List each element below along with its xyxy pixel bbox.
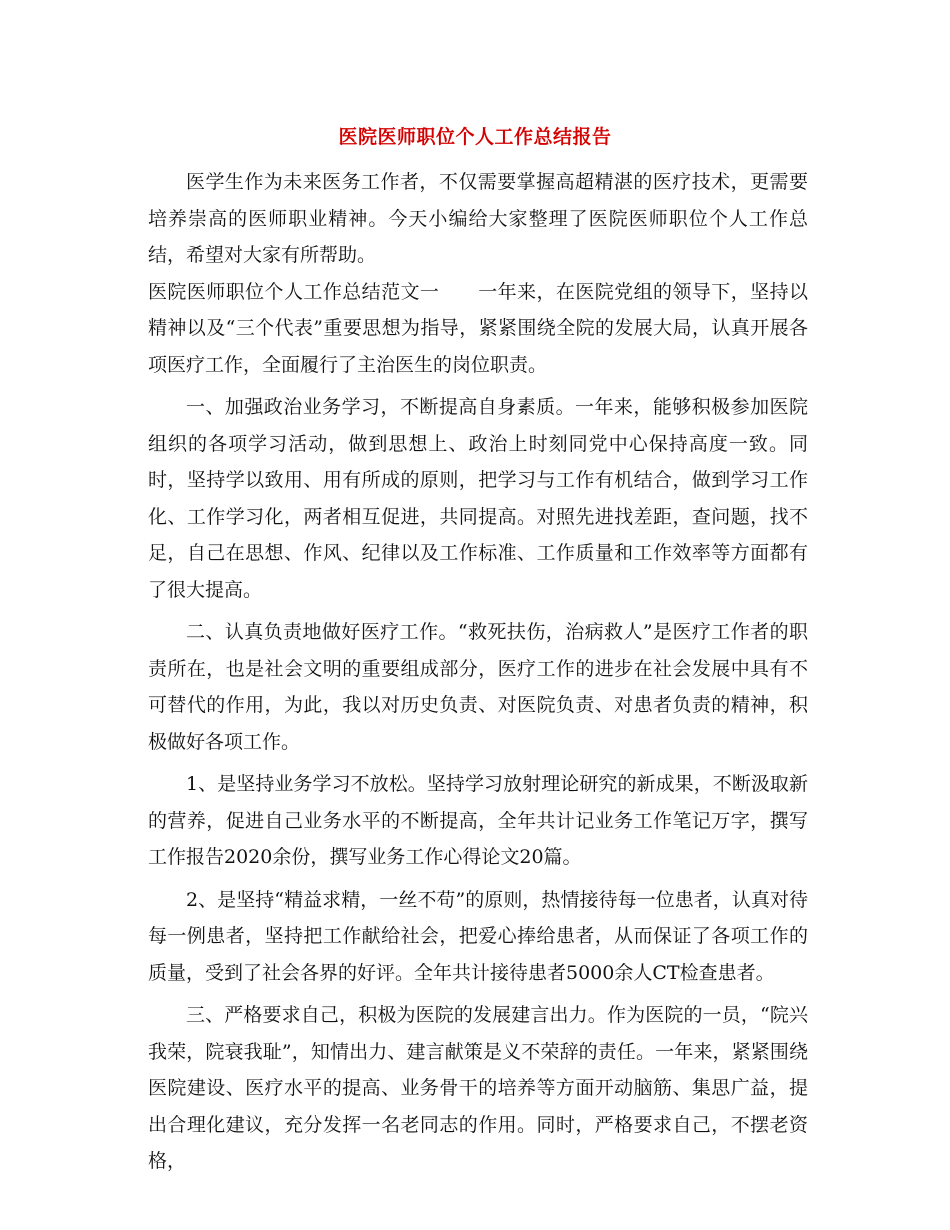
- paragraph-item-one: 1、是坚持业务学习不放松。坚持学习放射理论研究的新成果，不断汲取新的营养，促进自己业务水平的不断提高，全年共计记业务工作笔记万字，撰写工作报告2020余份，撰写业务工作心得论文20篇。: [148, 773, 808, 868]
- paragraph-section-one: 一、加强政治业务学习，不断提高自身素质。一年来，能够积极参加医院组织的各项学习活动，做到思想上、政治上时刻同党中心保持高度一致。同时，坚持学以致用、用有所成的原则，把学习与工作有机结合，做到学习工作化、工作学习化，两者相互促进，共同提高。对照先进找差距，查问题，找不足，自己在思想、作风、纪律以及工作标准、工作质量和工作效率等方面都有了很大提高。: [148, 396, 808, 601]
- paragraph-item-two: 2、是坚持“精益求精，一丝不苟”的原则，热情接待每一位患者，认真对待每一例患者，坚持把工作献给社会，把爱心捧给患者，从而保证了各项工作的质量，受到了社会各界的好评。全年共计接待患者5000余人CT检查患者。: [148, 888, 808, 984]
- paragraph-section-two: 二、认真负责地做好医疗工作。“救死扶伤，治病救人”是医疗工作者的职责所在，也是社会文明的重要组成部分，医疗工作的进步在社会发展中具有不可替代的作用，为此，我以对历史负责、对医院负责、对患者负责的精神，积极做好各项工作。: [148, 621, 808, 753]
- paragraph-sample-one: 医院医师职位个人工作总结范文一 一年来，在医院党组的领导下，坚持以精神以及“三个代表”重要思想为指导，紧紧围绕全院的发展大局，认真开展各项医疗工作，全面履行了主治医生的岗位职责。: [148, 280, 808, 376]
- document-body: [148, 164, 808, 1180]
- document-title: 医院医师职位个人工作总结报告: [338, 126, 612, 148]
- paragraph-intro: 医学生作为未来医务工作者，不仅需要掌握高超精湛的医疗技术，更需要培养崇高的医师职业精神。今天小编给大家整理了医院医师职位个人工作总结，希望对大家有所帮助。: [148, 171, 808, 266]
- paragraph-section-three: 三、严格要求自己，积极为医院的发展建言出力。作为医院的一员，“院兴我荣，院衰我耻”，知情出力、建言献策是义不荣辞的责任。一年来，紧紧围绕医院建设、医疗水平的提高、业务骨干的培养等方面开动脑筋、集思广益，提出合理化建议，充分发挥一名老同志的作用。同时，严格要求自己，不摆老资格，: [148, 1004, 808, 1172]
